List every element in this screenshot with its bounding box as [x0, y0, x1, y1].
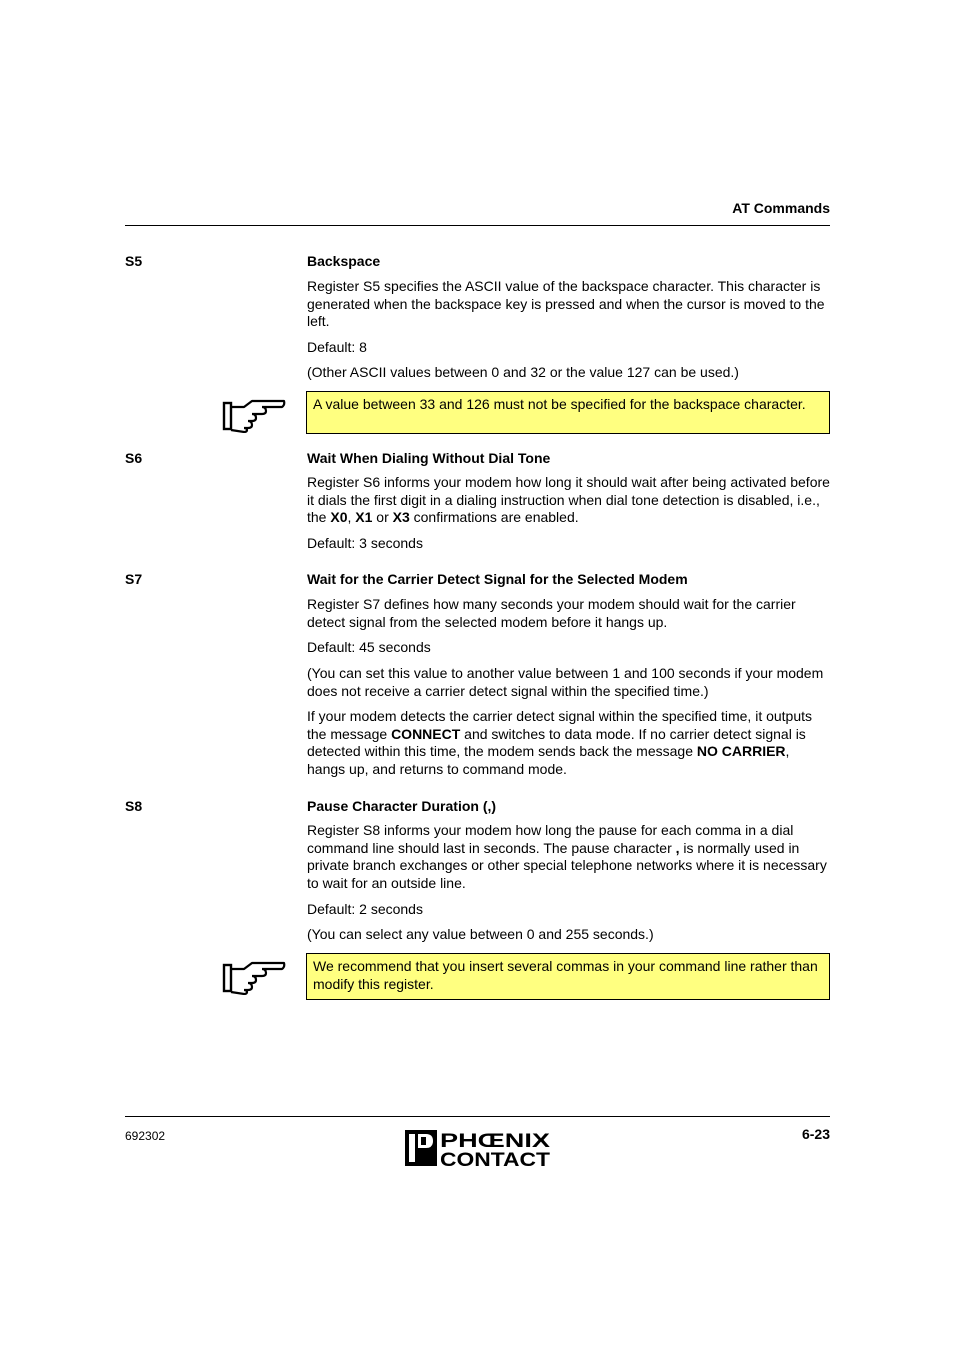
- s6-sep-2: or: [372, 509, 393, 525]
- running-header-title: AT Commands: [732, 200, 830, 216]
- section-title-s5: Backspace: [307, 253, 381, 269]
- s7-range-note: (You can set this value to another value between 1 and 100 seconds if your modem does not receive a carrier detect signal within the specified time.): [307, 665, 824, 699]
- s8-range-note: (You can select any value between 0 and 255 seconds.): [307, 926, 654, 942]
- s5-description: Register S5 specifies the ASCII value of the backspace character. This character is generated when the backspace key is pressed and when the cursor is moved to the left.: [307, 278, 825, 329]
- no-carrier-message: NO CARRIER: [696, 743, 786, 759]
- s7-text-a: If your modem detects the carrier detect signal within the specified time, it outputs the message: [307, 708, 813, 742]
- footer-rule: [125, 1116, 830, 1117]
- s6-text-a: Register S6 informs your modem how long it should wait after being activated before it dials the first digit in a dialing instruction when dial tone detection is disabled, i.e., the: [307, 474, 830, 525]
- register-id-s5: S5: [125, 253, 143, 269]
- s6-default: Default: 3 seconds: [307, 535, 423, 551]
- s7-text-c: , hangs up, and returns to command mode.: [307, 743, 790, 777]
- logo-line-1: PHŒNIX: [440, 1131, 551, 1152]
- s5-default: Default: 8: [307, 339, 367, 355]
- s6-sep-1: ,: [347, 509, 356, 525]
- header-rule: [125, 225, 830, 226]
- s8-default: Default: 2 seconds: [307, 901, 423, 917]
- s7-description: Register S7 defines how many seconds your modem should wait for the carrier detect signal from the selected modem before it hangs up.: [307, 596, 796, 630]
- document-number: 692302: [125, 1129, 166, 1143]
- pointing-hand-icon: [222, 399, 286, 433]
- s8-description: [307, 822, 830, 892]
- phoenix-contact-logo: [404, 1128, 552, 1168]
- s7-default: Default: 45 seconds: [307, 639, 431, 655]
- register-id-s8: S8: [125, 798, 143, 814]
- s8-text-b: is normally used in private branch exchanges or other special telephone networks where it is necessary to wait for an outside line.: [307, 839, 827, 891]
- pause-character: ,: [675, 839, 680, 856]
- s6-description: [307, 474, 830, 527]
- x1-command: X1: [355, 509, 373, 525]
- s7-text-b: and switches to data mode. If no carrier detect signal is detected within this time, the modem sends back the message: [307, 725, 806, 759]
- x3-command: X3: [392, 509, 410, 525]
- s7-behavior: [307, 708, 830, 778]
- s5-range-note: (Other ASCII values between 0 and 32 or the value 127 can be used.): [307, 364, 739, 380]
- section-title-s6: Wait When Dialing Without Dial Tone: [307, 450, 551, 466]
- x0-command: X0: [330, 509, 348, 525]
- logo-line-2: CONTACT: [440, 1150, 551, 1168]
- section-title-s7: Wait for the Carrier Detect Signal for the Selected Modem: [307, 571, 688, 587]
- note-box-s5: A value between 33 and 126 must not be specified for the backspace character.: [306, 391, 830, 434]
- s8-text-a: Register S8 informs your modem how long the pause for each comma in a dial command line should last in seconds. The pause character: [307, 822, 794, 856]
- s6-text-b: confirmations are enabled.: [409, 509, 579, 525]
- page-number: 6-23: [801, 1126, 830, 1142]
- note-box-s8: We recommend that you insert several commas in your command line rather than modify this register.: [306, 953, 830, 1000]
- register-id-s7: S7: [125, 571, 143, 587]
- connect-message: CONNECT: [391, 725, 461, 742]
- pointing-hand-icon: [222, 961, 286, 995]
- register-id-s6: S6: [125, 450, 143, 466]
- section-title-s8: Pause Character Duration (,): [307, 798, 497, 814]
